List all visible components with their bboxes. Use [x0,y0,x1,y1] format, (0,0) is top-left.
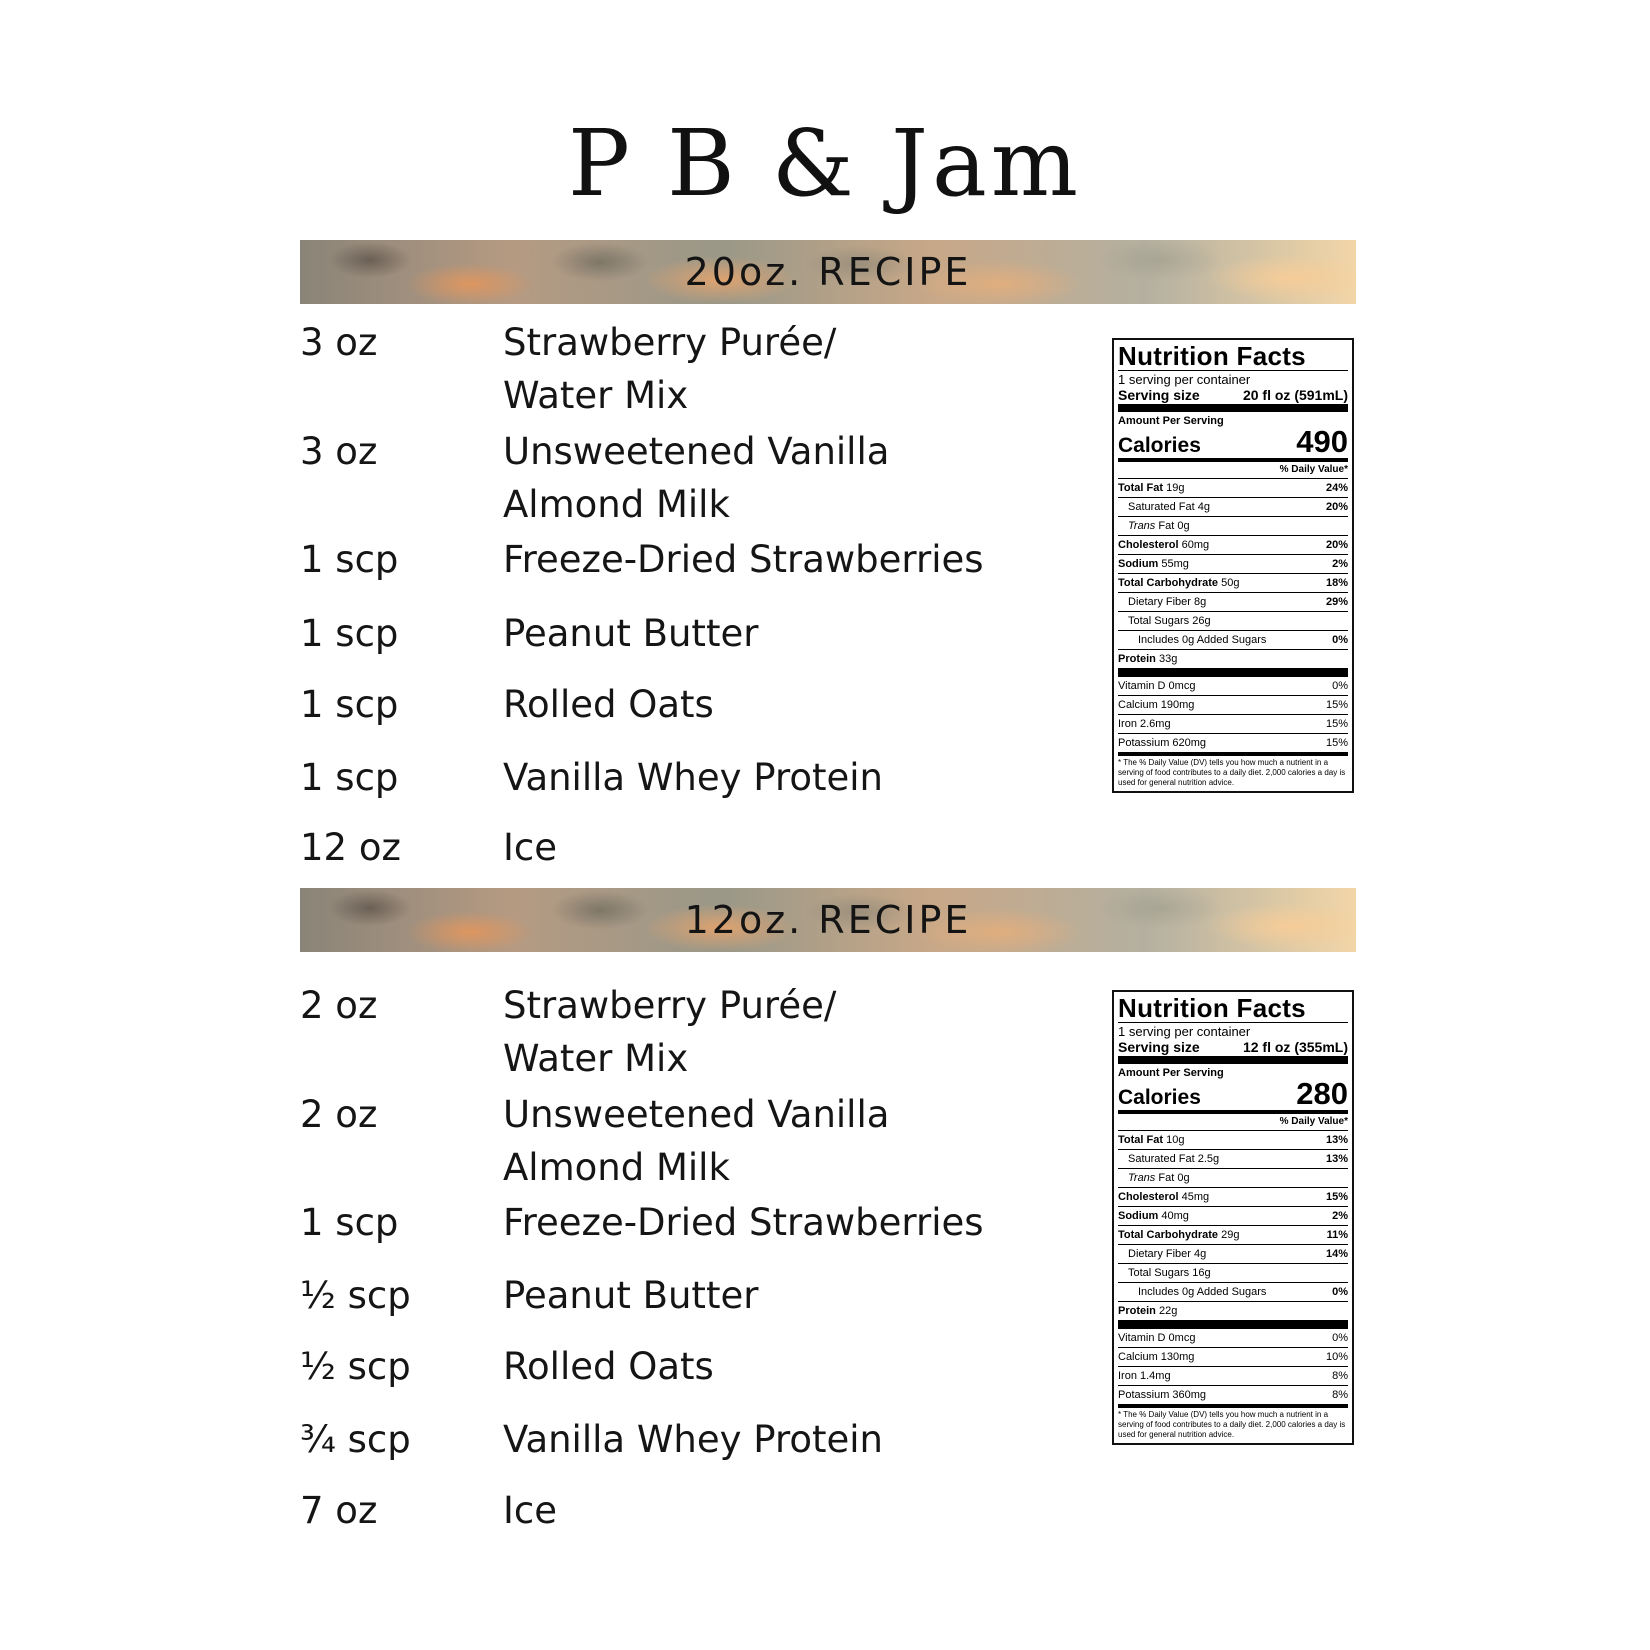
ingredient-name: Unsweetened Vanilla [503,1093,890,1136]
nutrient-row-total-sugars [1118,1264,1348,1283]
nutrient-dv: 14% [1325,1248,1348,1260]
nutrient-dv: 0% [1332,1286,1348,1298]
nutrient-label: Cholesterol [1118,539,1179,551]
recipe-20oz-heading: 20oz. RECIPE [684,250,972,294]
nutrient-row-sodium [1118,1207,1348,1226]
nutrient-amount: 10g [1166,1134,1185,1146]
vitamin-dv: 0% [1332,1332,1348,1344]
nutrient-label: Trans [1128,1172,1156,1184]
recipe-12oz-heading: 12oz. RECIPE [684,898,972,942]
nutrient-row-sodium [1118,555,1348,574]
servings-per-container: 1 serving per container [1118,1024,1251,1039]
ingredient-name-cont: Water Mix [503,1037,689,1080]
nutrient-row-protein [1118,650,1348,677]
nutrient-label: Protein [1118,1305,1156,1317]
page-title: P B & Jam [567,110,1083,217]
nutrient-label: Total Fat [1118,482,1164,494]
vitamin-row [1118,696,1348,715]
nutrient-amount: 29g [1221,1229,1240,1241]
nutrient-dv: 18% [1325,577,1348,589]
nutrient-row-trans-fat [1118,517,1348,536]
daily-value-header: % Daily Value* [1118,1114,1348,1131]
nutrient-row-total-fat [1118,1131,1348,1150]
vitamin-label: Potassium 360mg [1118,1389,1207,1401]
nutrient-dv: 29% [1325,596,1348,608]
nutrient-row-saturated-fat [1118,498,1348,517]
vitamin-label: Vitamin D 0mcg [1118,680,1196,692]
nutrient-dv: 20% [1325,539,1348,551]
ingredient-amount: 1 scp [300,612,399,655]
nutrient-dv: 0% [1332,634,1348,646]
vitamin-label: Calcium 130mg [1118,1351,1195,1363]
nutrient-amount: Fat 0g [1158,1172,1190,1184]
nutrient-label: Total Fat [1118,1134,1164,1146]
nutrient-dv: 2% [1332,1210,1348,1222]
serving-size-value: 20 fl oz (591mL) [1242,387,1348,403]
nutrient-label: Protein [1118,653,1156,665]
ingredient-name: Rolled Oats [503,1345,714,1388]
nutrient-dv: 13% [1325,1134,1348,1146]
recipe-20oz-banner [300,240,1356,304]
nutrient-label: Includes 0g Added Sugars [1138,634,1267,646]
amount-per-serving: Amount Per Serving [1118,1067,1224,1079]
serving-size-value: 12 fl oz (355mL) [1242,1039,1348,1055]
vitamin-dv: 8% [1332,1370,1348,1382]
nutrient-label: Dietary Fiber [1128,1248,1191,1260]
serving-size-label: Serving size [1118,1039,1200,1055]
nutrition-facts-label-20oz [1112,338,1354,793]
nutrient-amount: 45mg [1181,1191,1210,1203]
nutrient-amount: 2.5g [1197,1153,1220,1165]
vitamin-row [1118,1367,1348,1386]
nutrient-amount: 60mg [1181,539,1210,551]
servings-per-container: 1 serving per container [1118,372,1251,387]
nutrient-amount: 40mg [1161,1210,1189,1222]
vitamin-label: Iron 2.6mg [1118,718,1171,730]
ingredient-amount: 2 oz [300,984,378,1027]
nutrient-amount: 19g [1166,482,1185,494]
nutrition-facts-label-12oz [1112,990,1354,1445]
calories-value: 280 [1296,1076,1348,1111]
nutrient-dv: 24% [1325,482,1348,494]
nutrient-label: Cholesterol [1118,1191,1179,1203]
nutrient-label: Saturated Fat [1128,1153,1195,1165]
nutrient-amount: 8g [1194,596,1207,608]
nutrient-row-total-carbohydrate [1118,574,1348,593]
nutrient-row-dietary-fiber [1118,593,1348,612]
nutrient-row-total-fat [1118,479,1348,498]
ingredient-name: Freeze-Dried Strawberries [503,1201,984,1244]
nutrient-row-total-carbohydrate [1118,1226,1348,1245]
ingredient-name: Rolled Oats [503,683,714,726]
vitamin-dv: 0% [1332,680,1348,692]
ingredient-name-cont: Almond Milk [503,483,730,526]
nutrient-label: Total Carbohydrate [1118,1229,1219,1241]
nutrient-amount: 4g [1197,501,1210,513]
nutrient-dv: 20% [1325,501,1348,513]
ingredient-name: Vanilla Whey Protein [503,1418,883,1461]
nutrient-row-cholesterol [1118,536,1348,555]
daily-value-header: % Daily Value* [1118,462,1348,479]
nutrient-amount: 33g [1158,653,1178,665]
vitamin-dv: 8% [1332,1389,1348,1401]
vitamin-row [1118,715,1348,734]
nutrient-amount: 16g [1192,1267,1211,1279]
nutrition-facts-title: Nutrition Facts [1118,342,1348,371]
vitamin-dv: 15% [1325,718,1348,730]
ingredient-name: Strawberry Purée/ [503,321,837,364]
vitamin-row [1118,1386,1348,1408]
vitamin-label: Calcium 190mg [1118,699,1195,711]
nutrient-row-cholesterol [1118,1188,1348,1207]
nutrient-label: Sodium [1118,558,1159,570]
calories-row [1118,1076,1348,1114]
ingredient-amount: 1 scp [300,538,399,581]
vitamin-dv: 10% [1325,1351,1348,1363]
ingredient-name: Freeze-Dried Strawberries [503,538,984,581]
serving-size [1118,1039,1348,1064]
nutrient-dv: 11% [1326,1229,1348,1241]
ingredient-name: Ice [503,826,558,869]
daily-value-footnote: * The % Daily Value (DV) tells you how much a nutrient in a serving of food contributes to a daily diet. 2,000 calories a day is used for general nutrition advice. [1118,1410,1346,1439]
ingredient-amount: 3 oz [300,430,378,473]
vitamin-row [1118,1329,1348,1348]
ingredient-name: Ice [503,1489,558,1532]
ingredient-amount: 1 scp [300,1201,399,1244]
calories-label: Calories [1118,1086,1201,1109]
ingredient-name: Peanut Butter [503,612,759,655]
nutrient-amount: 26g [1192,615,1211,627]
ingredient-name-cont: Almond Milk [503,1146,730,1189]
nutrient-label: Total Carbohydrate [1118,577,1219,589]
nutrient-label: Saturated Fat [1128,501,1195,513]
ingredient-amount: ¾ scp [300,1418,411,1461]
nutrient-dv: 15% [1325,1191,1348,1203]
nutrient-row-protein [1118,1302,1348,1329]
ingredient-name: Vanilla Whey Protein [503,756,883,799]
calories-row [1118,424,1348,462]
ingredient-amount: 1 scp [300,756,399,799]
ingredient-amount: ½ scp [300,1345,411,1388]
nutrient-row-added-sugars [1118,1283,1348,1302]
nutrient-row-saturated-fat [1118,1150,1348,1169]
nutrient-label: Total Sugars [1128,615,1190,627]
nutrient-dv: 2% [1332,558,1348,570]
amount-per-serving: Amount Per Serving [1118,415,1224,427]
serving-size-label: Serving size [1118,387,1200,403]
recipe-12oz-banner [300,888,1356,952]
nutrient-amount: 4g [1194,1248,1207,1260]
daily-value-footnote: * The % Daily Value (DV) tells you how much a nutrient in a serving of food contributes to a daily diet. 2,000 calories a day is used for general nutrition advice. [1118,758,1346,787]
ingredient-name: Strawberry Purée/ [503,984,837,1027]
nutrient-row-added-sugars [1118,631,1348,650]
ingredient-amount: ½ scp [300,1274,411,1317]
nutrient-amount: 55mg [1161,558,1189,570]
serving-size [1118,387,1348,412]
calories-label: Calories [1118,434,1201,457]
vitamin-label: Potassium 620mg [1118,737,1207,749]
nutrient-label: Sodium [1118,1210,1159,1222]
nutrient-row-total-sugars [1118,612,1348,631]
vitamin-dv: 15% [1325,737,1348,749]
vitamin-dv: 15% [1325,699,1348,711]
nutrient-amount: 50g [1221,577,1240,589]
nutrient-label: Dietary Fiber [1128,596,1191,608]
nutrient-label: Total Sugars [1128,1267,1190,1279]
ingredient-amount: 3 oz [300,321,378,364]
vitamin-row [1118,677,1348,696]
ingredient-amount: 7 oz [300,1489,378,1532]
nutrient-row-dietary-fiber [1118,1245,1348,1264]
nutrient-dv: 13% [1325,1153,1348,1165]
vitamin-row [1118,734,1348,756]
ingredient-name: Unsweetened Vanilla [503,430,890,473]
nutrient-amount: Fat 0g [1158,520,1190,532]
ingredient-name-cont: Water Mix [503,374,689,417]
vitamin-label: Iron 1.4mg [1118,1370,1171,1382]
ingredient-amount: 12 oz [300,826,401,869]
ingredient-amount: 2 oz [300,1093,378,1136]
nutrient-row-trans-fat [1118,1169,1348,1188]
calories-value: 490 [1296,424,1348,459]
vitamin-row [1118,1348,1348,1367]
vitamin-label: Vitamin D 0mcg [1118,1332,1196,1344]
ingredient-amount: 1 scp [300,683,399,726]
ingredient-name: Peanut Butter [503,1274,759,1317]
nutrient-label: Trans [1128,520,1156,532]
nutrient-label: Includes 0g Added Sugars [1138,1286,1267,1298]
nutrient-amount: 22g [1158,1305,1178,1317]
nutrition-facts-title: Nutrition Facts [1118,994,1348,1023]
